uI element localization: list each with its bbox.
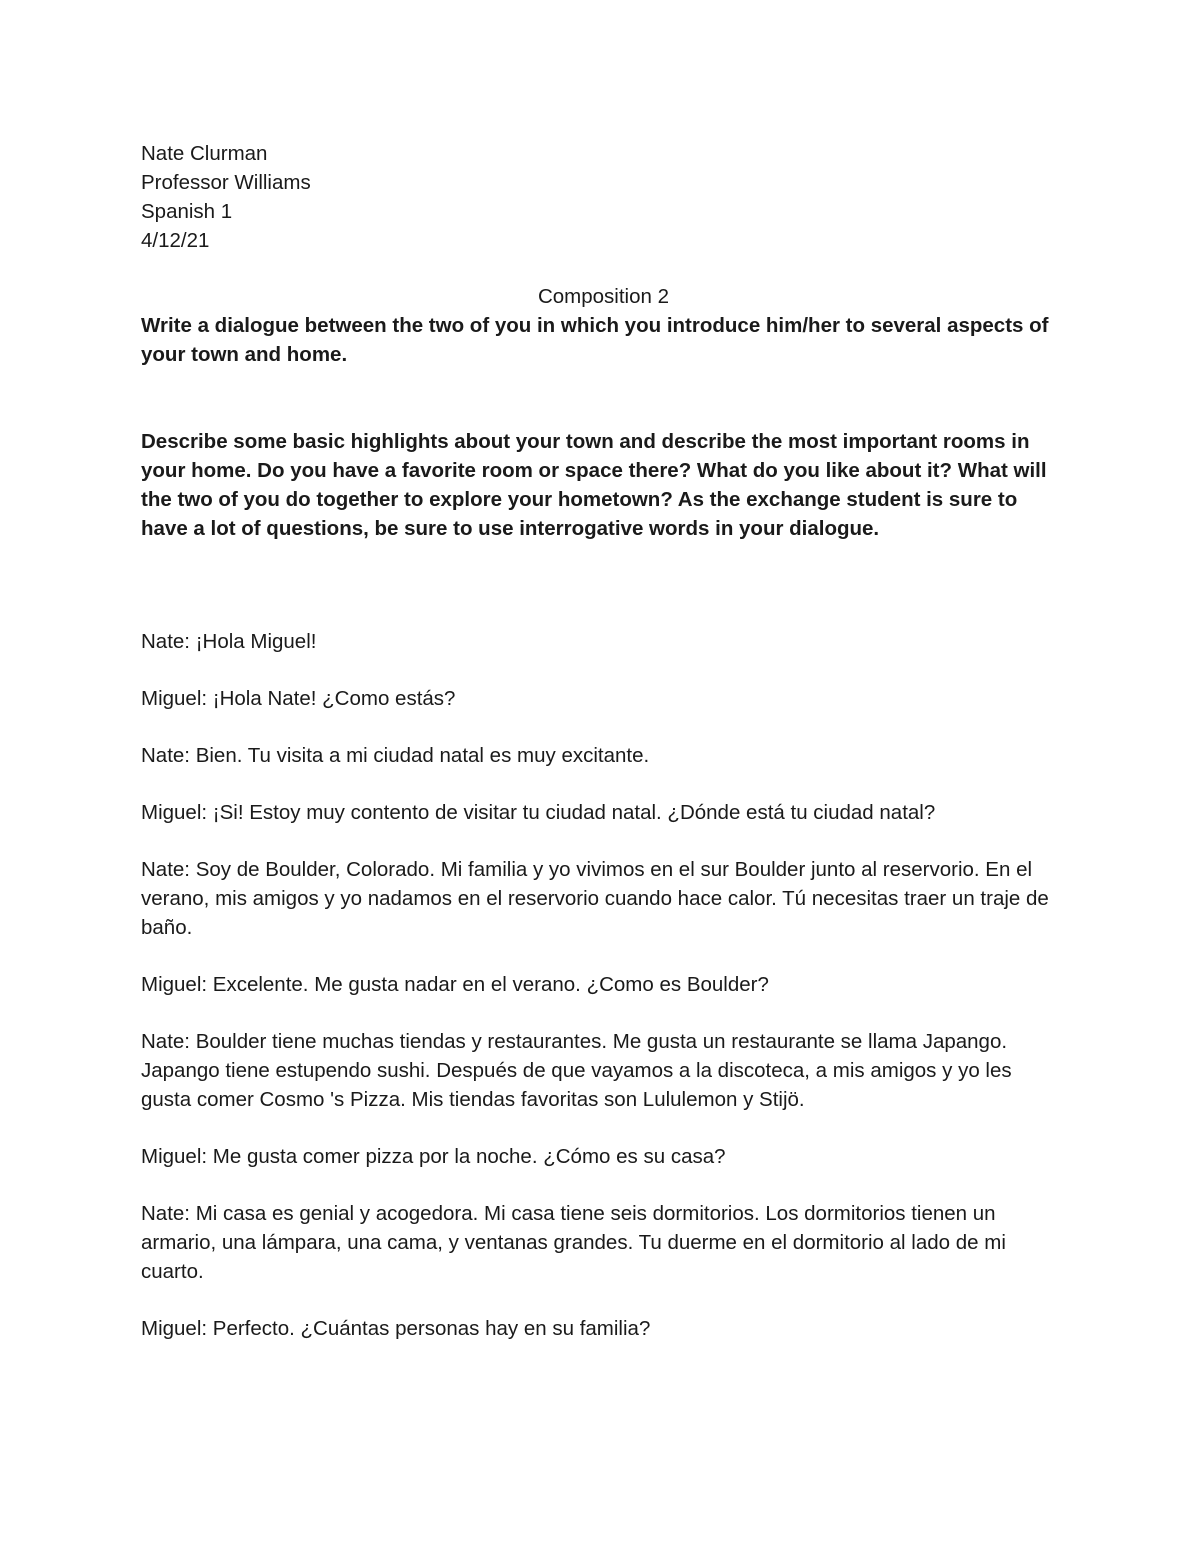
header-block	[141, 139, 1066, 255]
course-name: Spanish 1	[141, 200, 233, 223]
dialogue-line: Nate: Boulder tiene muchas tiendas y restaurantes. Me gusta un restaurante se llama Japango. Japango tiene estupendo sushi. Después de que vayamos a la discoteca, a mis amigos y yo les gusta comer Cosmo 's Pizza. Mis tiendas favoritas son Lululemon y Stijö.	[141, 1030, 1012, 1111]
dialogue-section	[141, 627, 1066, 1343]
dialogue-line: Miguel: Excelente. Me gusta nadar en el verano. ¿Como es Boulder?	[141, 973, 769, 996]
document-date: 4/12/21	[141, 229, 210, 252]
document-title: Composition 2	[537, 285, 670, 308]
dialogue-line: Nate: ¡Hola Miguel!	[141, 630, 317, 653]
dialogue-line: Nate: Mi casa es genial y acogedora. Mi casa tiene seis dormitorios. Los dormitorios tienen un armario, una lámpara, una cama, y ventanas grandes. Tu duerme en el dormitorio al lado de mi cuarto.	[141, 1202, 1006, 1283]
dialogue-line: Miguel: ¡Hola Nate! ¿Como estás?	[141, 687, 456, 710]
dialogue-line: Miguel: ¡Si! Estoy muy contento de visitar tu ciudad natal. ¿Dónde está tu ciudad natal?	[141, 801, 936, 824]
dialogue-line: Miguel: Perfecto. ¿Cuántas personas hay en su familia?	[141, 1317, 651, 1340]
professor-name: Professor Williams	[141, 171, 311, 194]
dialogue-line: Nate: Bien. Tu visita a mi ciudad natal es muy excitante.	[141, 744, 650, 767]
document-body	[141, 139, 1066, 1343]
dialogue-line: Miguel: Me gusta comer pizza por la noche. ¿Cómo es su casa?	[141, 1145, 726, 1168]
dialogue-line: Nate: Soy de Boulder, Colorado. Mi familia y yo vivimos en el sur Boulder junto al reservorio. En el verano, mis amigos y yo nadamos en el reservorio cuando hace calor. Tú necesitas traer un traje de baño.	[141, 858, 1049, 939]
prompt-paragraph: Write a dialogue between the two of you in which you introduce him/her to several aspects of your town and home.	[141, 314, 1049, 366]
prompt-paragraph: Describe some basic highlights about your town and describe the most important rooms in your home. Do you have a favorite room or space there? What do you like about it? What will the two of you do together to explore your hometown? As the exchange student is sure to have a lot of questions, be sure to use interrogative words in your dialogue.	[141, 430, 1047, 540]
student-name: Nate Clurman	[141, 142, 268, 165]
